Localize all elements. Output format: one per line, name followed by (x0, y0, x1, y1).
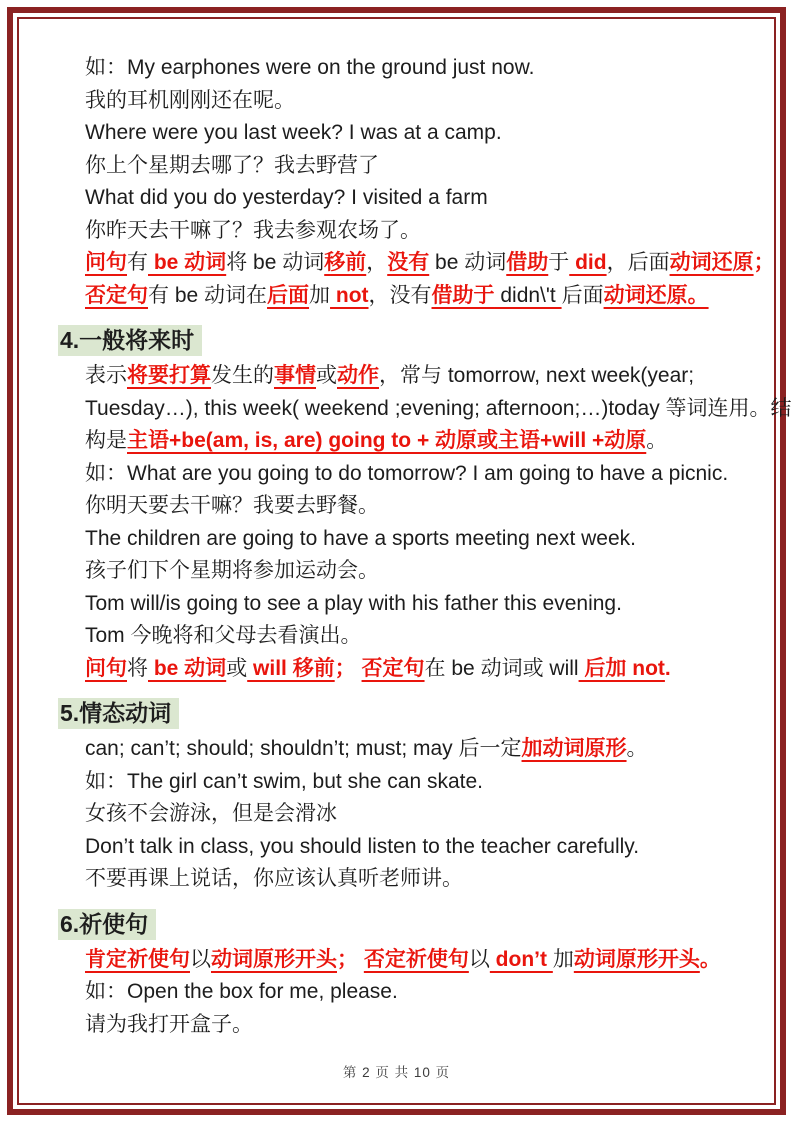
text-segment: 如：My earphones were on the ground just now. (85, 56, 535, 79)
text-line (85, 976, 777, 1009)
text-segment: can; can’t; should; shouldn’t; must; may 后一定 (85, 737, 522, 760)
document-body (60, 52, 792, 1041)
text-segment: 否定祈使句 (363, 947, 469, 971)
text-segment: ， (366, 251, 388, 274)
text-segment: 如：The girl can’t swim, but she can skate. (85, 769, 483, 793)
text-segment: 借助于 (431, 283, 495, 307)
text-segment: 表示 (85, 364, 127, 387)
text-segment: 主语+be(am, is, are) going to + 动原或主语+will +动原 (127, 429, 647, 452)
text-segment: 动词原形开头 (211, 947, 337, 971)
text-segment: 构是 (85, 429, 127, 452)
text-segment: 问句 (85, 251, 127, 274)
text-segment: 如：Open the box for me, please. (85, 980, 398, 1003)
text-segment: be 动词 (148, 251, 227, 274)
text-segment: 有 (127, 251, 148, 274)
text-segment: will 移前 (247, 656, 335, 680)
text-segment: 后面 (267, 283, 310, 307)
text-segment: . (664, 656, 671, 680)
text-segment: 。 (646, 429, 668, 452)
text-segment: 肯定祈使句 (85, 947, 190, 971)
text-line (85, 150, 777, 183)
text-segment: Tom 今晚将和父母去看演出。 (85, 624, 362, 647)
text-line (85, 1009, 777, 1042)
text-line (85, 653, 777, 686)
text-segment: 女孩不会游泳，但是会滑冰 (85, 802, 337, 825)
section-heading (58, 907, 777, 941)
text-segment: 将 be 动词 (226, 251, 325, 274)
text-line (85, 458, 777, 491)
text-segment: ； (753, 251, 775, 274)
text-line (85, 360, 777, 393)
text-segment: 请为我打开盒子。 (85, 1012, 253, 1036)
text-line (85, 52, 777, 85)
text-segment: be 动词 (429, 251, 507, 274)
page-number-footer (0, 1061, 793, 1081)
text-segment: 。 (626, 737, 648, 760)
text-segment: 在 be 动词或 will (424, 656, 579, 680)
text-segment: 加 (552, 947, 574, 971)
text-segment: Where were you last week? I was at a camp. (85, 121, 502, 144)
page-number-text: 第 2 页 共 10 页 (342, 1065, 451, 1080)
text-segment: 以 (468, 947, 490, 971)
text-segment: 你明天要去干嘛？我要去野餐。 (85, 494, 379, 517)
text-segment: Don’t talk in class, you should listen to the teacher carefully. (85, 834, 640, 858)
text-segment: 如：What are you going to do tomorrow? I am going to have a picnic. (85, 461, 729, 485)
text-segment: don’t (489, 947, 553, 971)
text-line (85, 117, 777, 150)
text-segment: 你昨天去干嘛了？我去参观农场了。 (85, 218, 421, 242)
text-segment: 问句 (85, 656, 127, 680)
text-line (85, 85, 777, 118)
text-segment: 动词还原。 (603, 283, 709, 307)
text-segment: 事情 (274, 364, 316, 387)
section-heading-text: 5.情态动词 (58, 698, 179, 729)
text-segment: did (569, 251, 607, 274)
text-segment: 后加 not (578, 656, 665, 680)
text-segment: What did you do yesterday? I visited a farm (85, 186, 488, 209)
text-segment: not (330, 283, 369, 307)
text-segment: 加动词原形 (521, 737, 627, 760)
text-line (85, 555, 777, 588)
text-segment: didn\'t (494, 283, 562, 307)
text-segment: Tuesday…), this week( weekend ;evening; afternoon;…)today 等词连用。结 (85, 396, 792, 420)
text-line (85, 863, 777, 896)
text-segment: 没有 (387, 251, 430, 274)
text-segment: 或 (226, 656, 248, 680)
text-line (85, 425, 777, 458)
text-line (85, 831, 777, 864)
text-segment: 否定句 (361, 656, 425, 680)
text-segment: ，没有 (368, 283, 432, 307)
text-segment: Tom will/is going to see a play with his father this evening. (85, 591, 622, 615)
section-heading-text: 4.一般将来时 (58, 325, 202, 356)
text-line (85, 247, 777, 280)
text-segment: ，常与 tomorrow, next week(year; (379, 364, 695, 387)
text-segment: 后面 (561, 283, 604, 307)
section-heading-text: 6.祈使句 (58, 909, 156, 940)
text-line (85, 766, 777, 799)
text-segment: 动作 (337, 364, 379, 387)
text-line (85, 620, 777, 653)
text-line (85, 393, 792, 426)
text-segment: 或 (316, 364, 337, 387)
text-segment: The children are going to have a sports meeting next week. (85, 526, 636, 550)
section-heading (58, 323, 777, 357)
text-segment: 你上个星期去哪了？我去野营了 (85, 153, 379, 177)
text-line (85, 944, 777, 977)
text-segment: ； (334, 656, 356, 680)
text-segment: 孩子们下个星期将参加运动会。 (85, 559, 379, 582)
text-line (85, 182, 777, 215)
text-line (85, 798, 777, 831)
text-segment: 加 (309, 283, 331, 307)
text-line (85, 490, 777, 523)
text-segment: 以 (190, 947, 211, 971)
text-segment: ，后面 (606, 251, 670, 274)
text-segment: 将 (127, 656, 148, 680)
text-segment: 发生的 (211, 364, 274, 387)
text-segment: 动词还原 (669, 251, 754, 274)
text-line (85, 733, 777, 766)
section-heading (58, 696, 777, 730)
text-segment: ； (337, 947, 358, 971)
text-segment: 借助 (506, 251, 549, 274)
text-segment: 于 (548, 251, 570, 274)
text-segment: 将要打算 (127, 364, 211, 387)
text-segment: 有 be 动词在 (148, 283, 268, 307)
text-segment: 否定句 (85, 283, 148, 307)
text-segment: 移前 (324, 251, 367, 274)
text-segment: 动词原形开头 (573, 947, 700, 971)
text-segment: 不要再课上说话，你应该认真听老师讲。 (85, 867, 463, 890)
text-segment: 我的耳机刚刚还在呢。 (85, 88, 295, 112)
text-line (85, 588, 777, 621)
text-line (85, 523, 777, 556)
text-segment: 。 (699, 947, 721, 971)
text-line (85, 215, 777, 248)
text-line (85, 280, 777, 313)
text-segment: be 动词 (148, 656, 227, 680)
